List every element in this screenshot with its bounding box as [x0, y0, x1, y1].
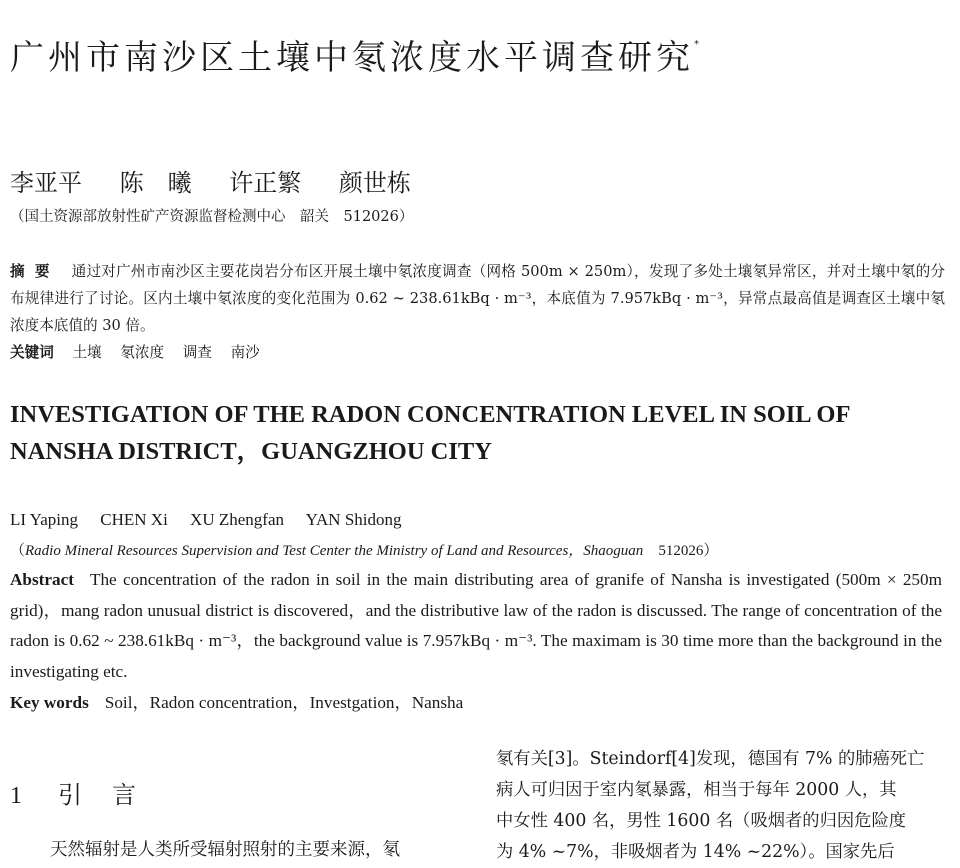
keywords-en-label: Key words — [10, 693, 89, 712]
section-title: 引言 — [58, 781, 166, 809]
paper-title-zh — [10, 30, 699, 79]
abstract-en-label: Abstract — [10, 570, 74, 589]
author-en: LI Yaping — [10, 510, 79, 529]
body-text-line: 氡有关[3]。Steindorf[4]发现，德国有 7% 的肺癌死亡 — [496, 749, 925, 769]
keyword-zh: 南沙 — [230, 344, 260, 361]
authors-en — [10, 510, 420, 530]
keywords-zh — [10, 341, 260, 362]
keyword-zh: 土壤 — [72, 344, 102, 361]
paper-title-zh-text: 广州市南沙区土壤中氡浓度水平调查研究 — [10, 38, 694, 78]
body-right-column — [496, 744, 944, 868]
abstract-en-text: The concentration of the radon in soil in the main distributing area of granife of Nansha is investigated (500m × 250m grid)，mang radon unusual district is discovered，and the distributive law of the radon is discussed. The range of concentration of the radon is 0.62 ~ 238.61kBq · m⁻³，the background value is 7.957kBq · m⁻³. The maximam is 30 time more than the background in the investigating etc. — [10, 570, 942, 681]
paper-title-en — [10, 396, 950, 470]
keywords-en — [10, 688, 463, 713]
keywords-en-text: Soil，Radon concentration，Investgation，Nansha — [104, 693, 464, 712]
affiliation-en-text: Radio Mineral Resources Supervision and Test Center the Ministry of Land and Resources，Shaoguan — [25, 543, 644, 559]
keyword-zh: 氡浓度 — [120, 344, 165, 361]
affiliation-en-code: 512026 — [658, 543, 704, 559]
paper-title-en-line1: INVESTIGATION OF THE RADON CONCENTRATION LEVEL IN SOIL OF — [10, 401, 851, 428]
section-number: 1 — [10, 783, 22, 809]
author-en: XU Zhengfan — [190, 510, 284, 529]
affiliation-en-open: （ — [10, 543, 26, 559]
affiliation-zh: （国土资源部放射性矿产资源监督检测中心 韶关 512026） — [10, 209, 414, 225]
body-text-line: 病人可归因于室内氡暴露，相当于每年 2000 人，其 — [496, 780, 897, 800]
body-text-line: 中女性 400 名，男性 1600 名（吸烟者的归因危险度 — [496, 811, 907, 831]
author-zh: 陈 曦 — [119, 169, 192, 197]
author-zh: 许正繁 — [229, 169, 302, 197]
keywords-zh-label: 关键词 — [10, 344, 54, 361]
section-heading-introduction — [10, 775, 166, 810]
affiliation-en — [10, 539, 718, 560]
abstract-zh — [10, 258, 945, 339]
author-zh: 李亚平 — [10, 169, 82, 197]
title-footnote-mark: * — [694, 39, 699, 50]
author-zh: 颜世栋 — [338, 169, 411, 197]
author-en: YAN Shidong — [305, 510, 402, 529]
paper-title-en-line2: NANSHA DISTRICT，GUANGZHOU CITY — [10, 438, 492, 465]
abstract-en — [10, 565, 942, 687]
body-left-column — [50, 836, 470, 861]
body-text-line: 天然辐射是人类所受辐射照射的主要来源，氡 — [50, 840, 400, 860]
body-text-line: 为 4% ~7%，非吸烟者为 14% ~22%）。国家先后 — [496, 842, 895, 862]
abstract-zh-text: 通过对广州市南沙区主要花岗岩分布区开展土壤中氡浓度调查（网格 500m × 250m），发现了多处土壤氡异常区，并对土壤中氡的分布规律进行了讨论。区内土壤中氡浓度的变化范围为 0.62 ~ 238.61kBq · m⁻³，本底值为 7.957kBq · m⁻³，异常点最高值是调查区土壤中氡浓度本底值的 30 倍。 — [10, 263, 945, 334]
keyword-zh: 调查 — [182, 344, 212, 361]
author-en: CHEN Xi — [100, 510, 168, 529]
affiliation-en-close: ） — [703, 543, 719, 559]
abstract-zh-label: 摘要 — [10, 263, 60, 280]
authors-zh — [10, 163, 441, 198]
